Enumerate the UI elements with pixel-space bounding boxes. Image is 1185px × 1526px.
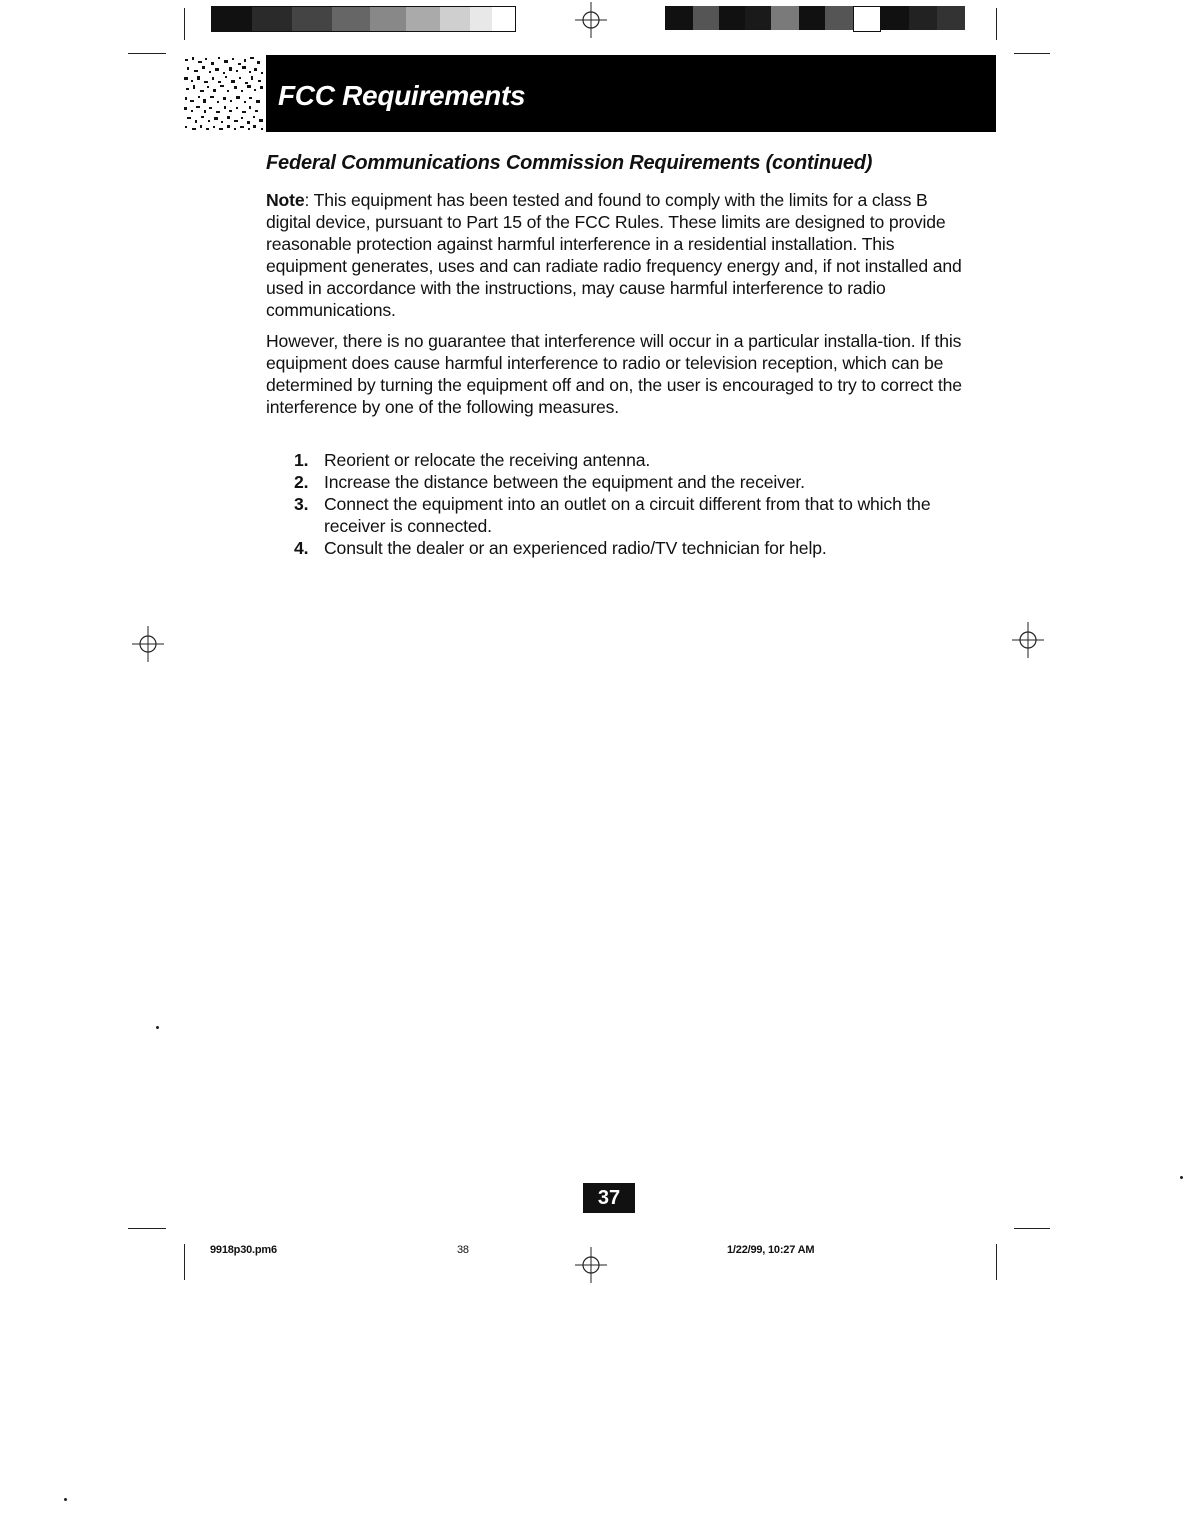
list-item-number: 4. [294, 538, 309, 558]
gray-ramp-bar [211, 6, 516, 32]
trim-mark-bottom-left [184, 1244, 185, 1280]
registration-mark-left-icon [128, 624, 168, 664]
note-text: : This equipment has been tested and found to comply with the limits for a class B digital device, pursuant to Part 15 of the FCC Rules. These limits are designed to provide reasonable protection against harmful interference in a residential installation. This equipment generates, uses and can radiate radio frequency energy and, if not installed and used in accordance with the instructions, may cause harmful interference to radio communications. [266, 190, 962, 320]
page-header-title: FCC Requirements [278, 80, 526, 111]
trim-mark-right-bottom [1014, 1228, 1050, 1229]
footer-sheet-number: 38 [457, 1244, 469, 1256]
page-number-badge: 37 [583, 1183, 635, 1213]
note-paragraph [266, 189, 966, 321]
halftone-texture-icon [183, 55, 266, 132]
list-item-number: 1. [294, 450, 309, 470]
registration-mark-right-icon [1008, 620, 1048, 660]
trim-mark-left-top [128, 53, 166, 54]
list-item-text: Connect the equipment into an outlet on a circuit different from that to which the receiver is connected. [324, 494, 931, 536]
note-label: Note [266, 190, 305, 210]
list-item [294, 493, 974, 537]
footer-timestamp: 1/22/99, 10:27 AM [727, 1244, 815, 1256]
list-item [294, 471, 974, 493]
stray-dot [64, 1498, 67, 1501]
registration-mark-top-icon [571, 0, 611, 40]
stray-dot [1180, 1176, 1183, 1179]
color-block-bar [665, 6, 968, 30]
trim-mark-top-left [184, 8, 185, 40]
trim-mark-top-right [996, 8, 997, 40]
measures-list [294, 449, 974, 559]
list-item [294, 537, 974, 559]
list-item-number: 3. [294, 494, 309, 514]
list-item-text: Reorient or relocate the receiving antenna. [324, 450, 651, 470]
list-item-text: Consult the dealer or an experienced radio/TV technician for help. [324, 538, 827, 558]
list-item-text: Increase the distance between the equipment and the receiver. [324, 472, 805, 492]
stray-dot [156, 1026, 159, 1029]
list-item-number: 2. [294, 472, 309, 492]
section-heading: Federal Communications Commission Requirements (continued) [266, 152, 873, 174]
trim-mark-right-top [1014, 53, 1050, 54]
footer-filename: 9918p30.pm6 [210, 1244, 277, 1256]
interference-paragraph: However, there is no guarantee that interference will occur in a particular installa-tion. If this equipment does cause harmful interference to radio or television reception, which can be determined by turning the equipment off and on, the user is encouraged to try to correct the interference by one of the following measures. [266, 331, 962, 417]
trim-mark-bottom-right [996, 1244, 997, 1280]
list-item [294, 449, 974, 471]
trim-mark-left-bottom [128, 1228, 166, 1229]
registration-mark-bottom-icon [571, 1245, 611, 1285]
